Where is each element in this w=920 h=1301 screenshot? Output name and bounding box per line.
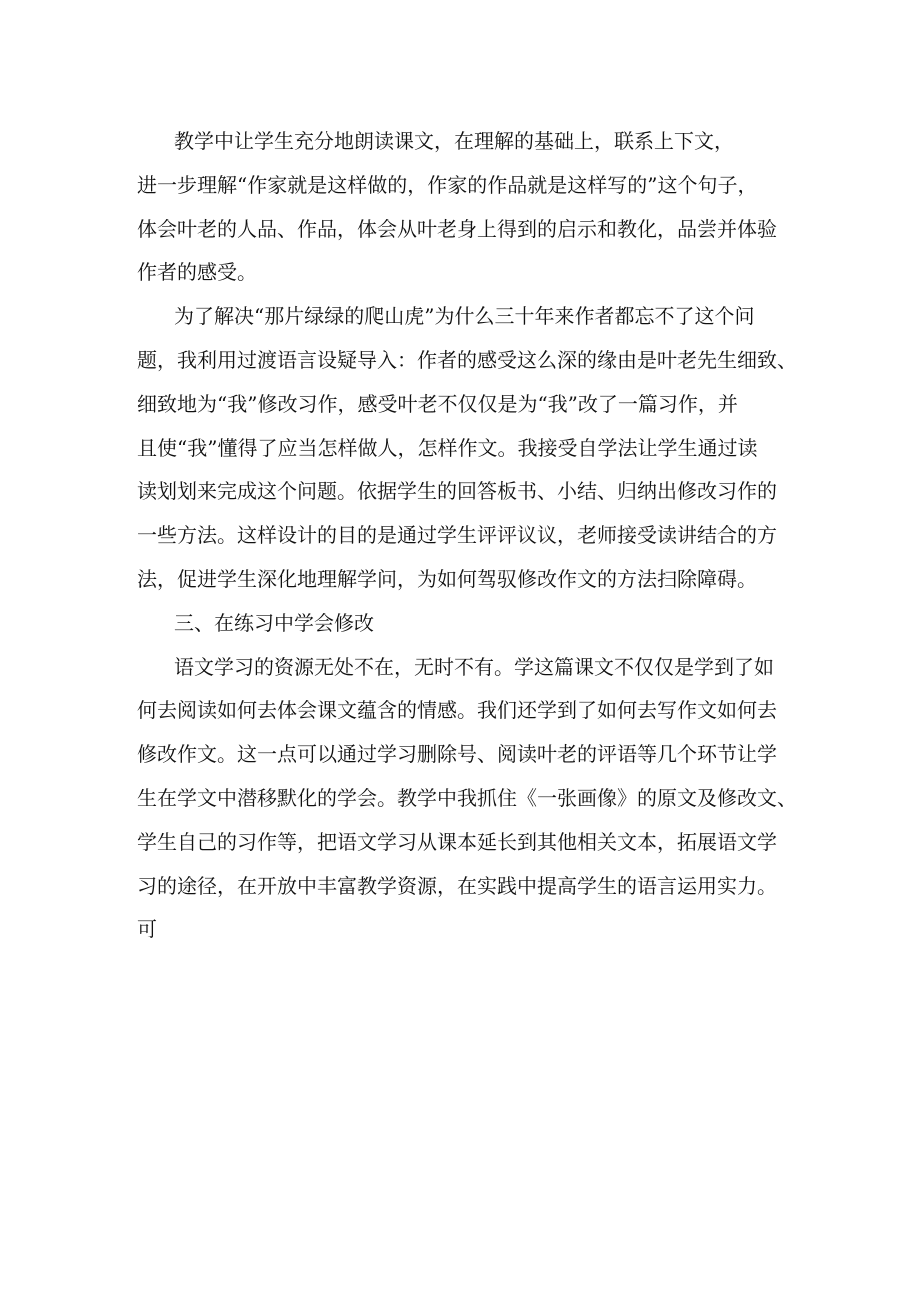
text-line: 生在学文中潜移默化的学会。教学中我抓住《一张画像》的原文及修改文、: [137, 785, 797, 810]
text-line: 题，我利用过渡语言设疑导入：作者的感受这么深的缘由是叶老先生细致、: [137, 347, 797, 372]
text-line: 语文学习的资源无处不在，无时不有。学这篇课文不仅仅是学到了如: [174, 654, 774, 679]
text-line: 读划划来完成这个问题。依据学生的回答板书、小结、归纳出修改习作的: [137, 479, 777, 504]
text-line: 且使“我”懂得了应当怎样做人，怎样作文。我接受自学法让学生通过读: [137, 435, 758, 460]
text-line: 法，促进学生深化地理解学问，为如何驾驭修改作文的方法扫除障碍。: [137, 566, 757, 591]
text-line: 可: [137, 917, 157, 942]
text-line: 细致地为“我”修改习作，感受叶老不仅仅是为“我”改了一篇习作，并: [137, 391, 738, 416]
text-line: 教学中让学生充分地朗读课文，在理解的基础上，联系上下文，: [174, 129, 734, 153]
text-line: 为了解决“那片绿绿的爬山虎”为什么三十年来作者都忘不了这个问: [174, 304, 755, 329]
text-line: 习的途径，在开放中丰富教学资源，在实践中提高学生的语言运用实力。: [137, 873, 777, 898]
text-line: 三、在练习中学会修改: [174, 610, 374, 635]
text-line: 何去阅读如何去体会课文蕴含的情感。我们还学到了如何去写作文如何去: [137, 698, 777, 723]
text-line: 体会叶老的人品、作品，体会从叶老身上得到的启示和教化，品尝并体验: [137, 216, 777, 241]
text-line: 一些方法。这样设计的目的是通过学生评评议议，老师接受读讲结合的方: [137, 523, 777, 548]
text-line: 修改作文。这一点可以通过学习删除号、阅读叶老的评语等几个环节让学: [137, 742, 777, 767]
text-line: 作者的感受。: [137, 260, 257, 285]
document-body: [137, 120, 817, 952]
text-line: 学生自己的习作等，把语文学习从课本延长到其他相关文本，拓展语文学: [137, 829, 777, 854]
text-line: 进一步理解“作家就是这样做的，作家的作品就是这样写的”这个句子，: [137, 172, 758, 197]
